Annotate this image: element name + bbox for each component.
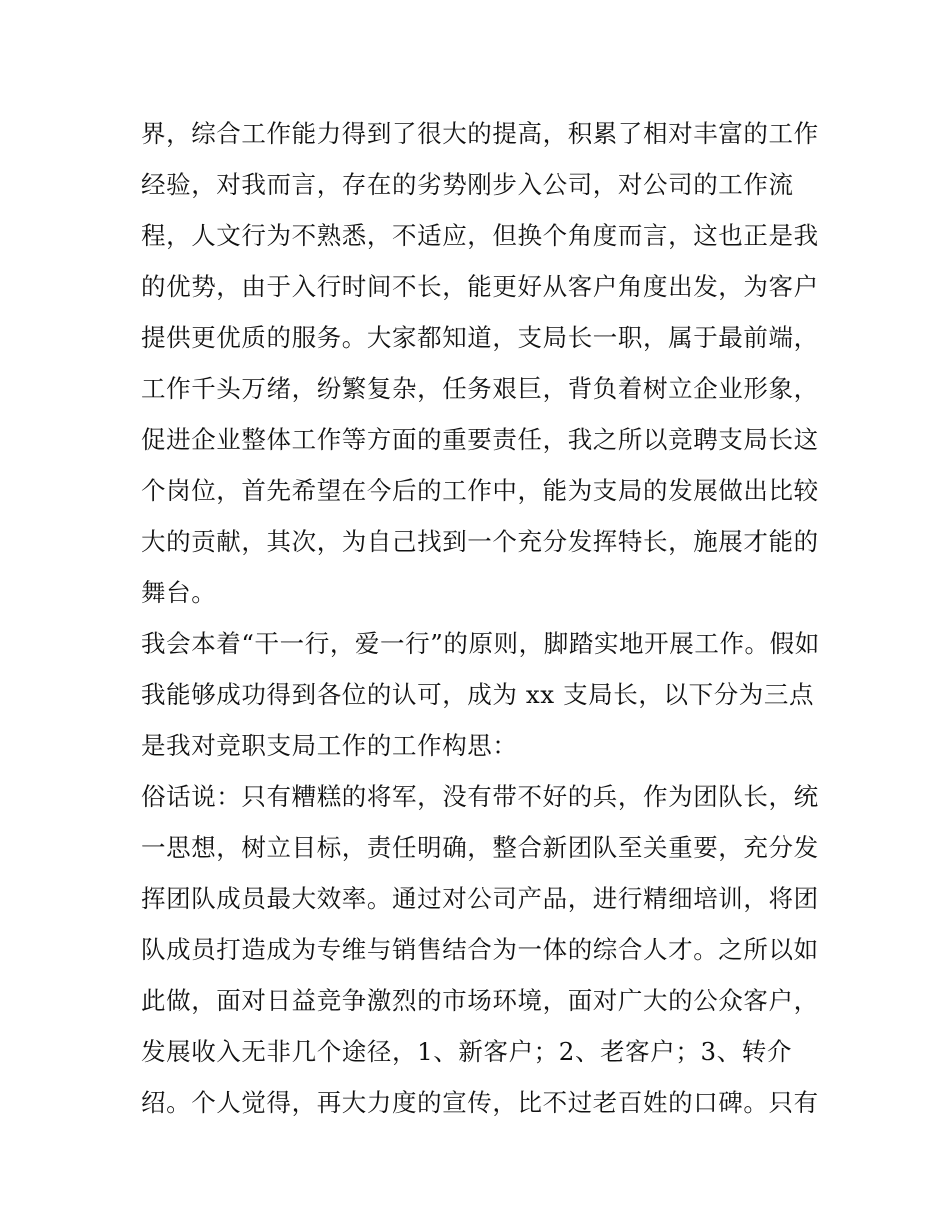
text-line: 大的贡献，其次，为自己找到一个充分发挥特长，施展才能的 [141,527,819,556]
text-line: 绍。个人觉得，再大力度的宣传，比不过老百姓的口碑。只有 [141,1088,819,1117]
text-line: 工作千头万绪，纷繁复杂，任务艰巨，背负着树立企业形象， [141,374,819,403]
text-line: 发展收入无非几个途径，1、新客户；2、老客户；3、转介 [141,1037,792,1066]
text-line: 经验，对我而言，存在的劣势刚步入公司，对公司的工作流 [141,170,794,199]
text-line: 此做，面对日益竞争激烈的市场环境，面对广大的公众客户， [141,986,819,1015]
text-line: 俗话说：只有糟糕的将军，没有带不好的兵，作为团队长，统 [141,782,819,811]
text-line: 的优势，由于入行时间不长，能更好从客户角度出发，为客户 [141,272,819,301]
text-line: 我能够成功得到各位的认可，成为 xx 支局长，以下分为三点 [141,680,815,709]
text-line: 是我对竞职支局工作的工作构思： [141,731,518,760]
text-line: 界，综合工作能力得到了很大的提高，积累了相对丰富的工作 [141,119,819,148]
text-line: 个岗位，首先希望在今后的工作中，能为支局的发展做出比较 [141,476,819,505]
text-line: 我会本着“干一行，爱一行”的原则，脚踏实地开展工作。假如 [141,629,820,658]
text-line: 舞台。 [141,578,217,607]
text-line: 促进企业整体工作等方面的重要责任，我之所以竞聘支局长这 [141,425,819,454]
text-line: 挥团队成员最大效率。通过对公司产品，进行精细培训，将团 [141,884,819,913]
text-line: 提供更优质的服务。大家都知道，支局长一职，属于最前端， [141,323,819,352]
body-text [141,108,821,1128]
text-line: 一思想，树立目标，责任明确，整合新团队至关重要，充分发 [141,833,819,862]
text-line: 程，人文行为不熟悉，不适应，但换个角度而言，这也正是我 [141,221,819,250]
text-line: 队成员打造成为专维与销售结合为一体的综合人才。之所以如 [141,935,819,964]
